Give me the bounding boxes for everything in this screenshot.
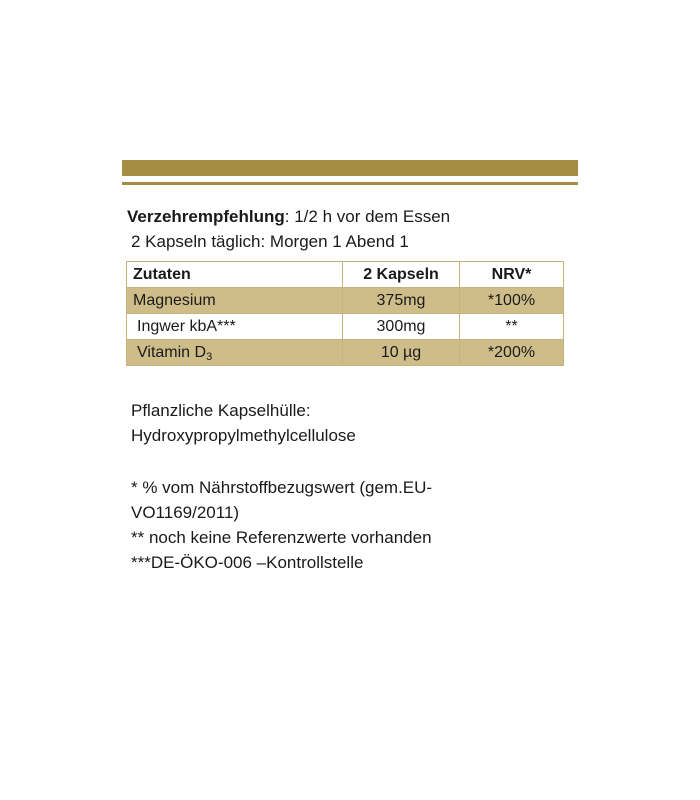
ingredient-nrv: *200% xyxy=(460,340,564,366)
footnote: ** noch keine Referenzwerte vorhanden xyxy=(131,528,432,547)
ingredient-nrv: ** xyxy=(460,314,564,340)
ingredient-name-text: Vitamin D xyxy=(137,343,207,361)
footnote: ***DE-ÖKO-006 –Kontrollstelle xyxy=(131,553,364,572)
footnote: * % vom Nährstoffbezugswert (gem.EU- xyxy=(131,478,433,497)
ingredient-name: Magnesium xyxy=(127,288,343,314)
dosage-line-1 xyxy=(127,204,450,229)
table-row xyxy=(127,340,564,366)
header-nrv: NRV* xyxy=(460,262,564,288)
dosage-label: Verzehrempfehlung xyxy=(127,207,285,226)
ingredient-name: Ingwer kbA*** xyxy=(127,314,343,340)
ingredient-amount: 375mg xyxy=(343,288,460,314)
dosage-line-2: 2 Kapseln täglich: Morgen 1 Abend 1 xyxy=(131,232,409,251)
table-row xyxy=(127,288,564,314)
header-ingredients: Zutaten xyxy=(127,262,343,288)
ingredient-name xyxy=(127,340,343,366)
ingredient-amount: 300mg xyxy=(343,314,460,340)
ingredient-amount: 10 µg xyxy=(343,340,460,366)
footnote: VO1169/2011) xyxy=(131,503,240,522)
decorative-gold-line xyxy=(122,182,578,185)
capsule-shell-label: Pflanzliche Kapselhülle: xyxy=(131,401,311,420)
dosage-recommendation xyxy=(127,204,450,254)
ingredient-name-subscript: 3 xyxy=(206,350,213,363)
dosage-text: : 1/2 h vor dem Essen xyxy=(284,207,451,226)
table-header-row xyxy=(127,262,564,288)
table-row xyxy=(127,314,564,340)
notes-block xyxy=(131,398,432,575)
header-amount: 2 Kapseln xyxy=(343,262,460,288)
decorative-gold-bar xyxy=(122,160,578,176)
capsule-shell-material: Hydroxypropylmethylcellulose xyxy=(131,426,356,445)
ingredients-table xyxy=(126,261,564,366)
ingredient-nrv: *100% xyxy=(460,288,564,314)
